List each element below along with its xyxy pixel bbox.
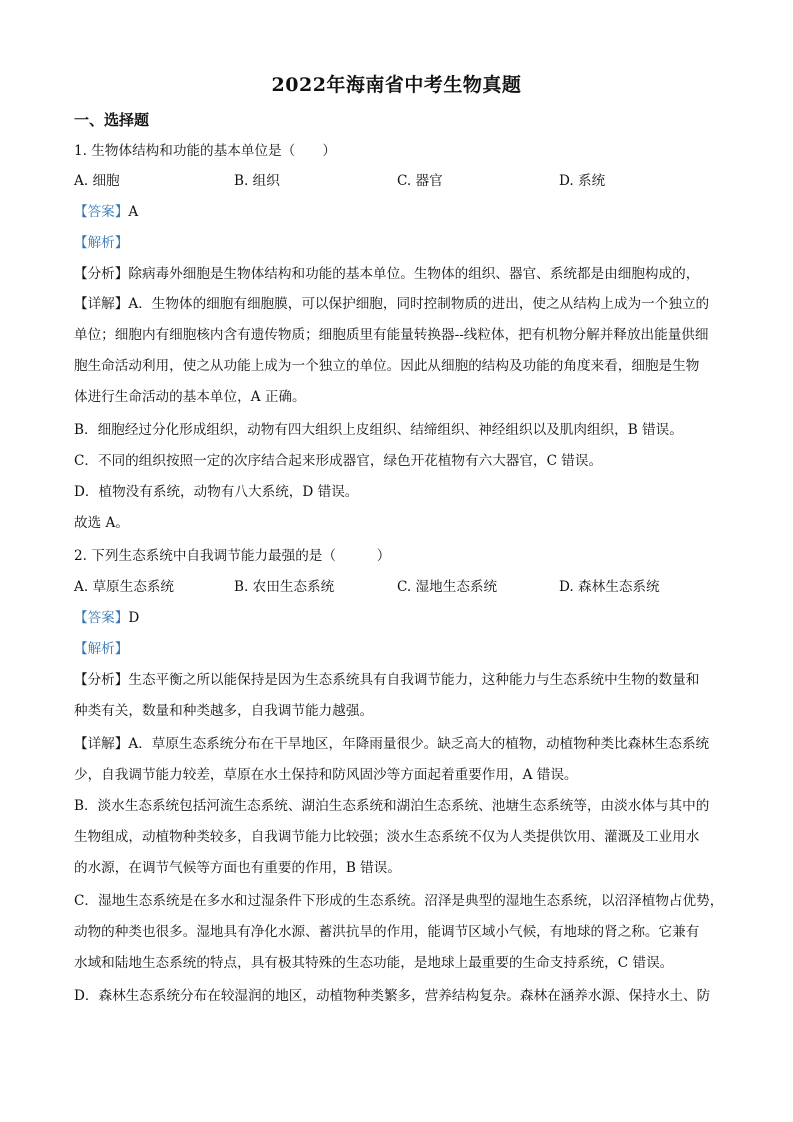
fenxi-tag: 【分析】 [74,266,129,282]
q1-xiangjie-line: C．不同的组织按照一定的次序结合起来形成器官，绿色开花植物有六大器官，C 错误。 [74,453,603,469]
answer-value: A [128,204,139,220]
page-title: 2022年海南省中考生物真题 [271,74,522,96]
q1-xiangjie-line [74,294,729,314]
q2-xiangjie-line: 少，自我调节能力较差，草原在水土保持和防风固沙等方面起着重要作用，A 错误。 [74,767,578,783]
q2-option-d: D. 森林生态系统 [559,579,660,595]
q1-xiangjie-line: 单位；细胞内有细胞核内含有遗传物质；细胞质里有能量转换器--线粒体，把有机物分解并释放出能量供细 [74,327,709,343]
analysis-tag: 【解析】 [74,235,129,251]
q1-analysis-heading [74,233,729,253]
q2-xiangjie-line: C．湿地生态系统是在多水和过湿条件下形成的生态系统。沼泽是典型的湿地生态系统，以沼泽植物占优势， [74,893,724,909]
analysis-tag: 【解析】 [74,641,129,657]
question-2-stem: 2. 下列生态系统中自我调节能力最强的是（ ） [74,548,391,564]
fenxi-text: 生态平衡之所以能保持是因为生态系统具有自我调节能力，这种能力与生态系统中生物的数量和 [128,672,700,688]
q2-xiangjie-line: 水域和陆地生态系统的特点，具有极其特殊的生态功能，是地球上最重要的生命支持系统，C 错误。 [74,955,674,971]
answer-tag: 【答案】 [74,204,129,220]
q2-option-c: C. 湿地生态系统 [397,579,498,595]
q2-option-a: A. 草原生态系统 [74,579,175,595]
q1-xiangjie-line: 体进行生命活动的基本单位，A 正确。 [74,389,306,405]
q2-analysis-heading [74,639,729,659]
answer-tag: 【答案】 [74,610,129,626]
q2-fenxi-line [74,670,729,690]
xiangjie-tag: 【详解】 [74,736,129,752]
q2-xiangjie-line: 动物的种类也很多。湿地具有净化水源、蓄洪抗旱的作用，能调节区域小气候，有地球的肾之称。它兼有 [74,924,700,940]
xiangjie-text: A．生物体的细胞有细胞膜，可以保护细胞，同时控制物质的进出，使之从结构上成为一个独立的 [128,296,710,312]
q1-conclusion: 故选 A。 [74,515,129,531]
fenxi-tag: 【分析】 [74,672,129,688]
q1-xiangjie-line: B．细胞经过分化形成组织，动物有四大组织上皮组织、结缔组织、神经组织以及肌肉组织，B 错误。 [74,422,683,438]
question-1-stem: 1. 生物体结构和功能的基本单位是（ ） [74,143,336,159]
q1-option-c: C. 器官 [397,173,443,189]
q2-xiangjie-line: 的水源，在调节气候等方面也有重要的作用，B 错误。 [74,860,401,876]
q1-answer [74,202,729,222]
fenxi-text: 除病毒外细胞是生物体结构和功能的基本单位。生物体的组织、器官、系统都是由细胞构成的， [128,266,700,282]
q1-option-d: D. 系统 [559,173,606,189]
q1-option-b: B. 组织 [234,173,280,189]
q2-xiangjie-line [74,734,729,754]
q1-option-a: A. 细胞 [74,173,120,189]
q1-fenxi [74,264,729,284]
section-heading: 一、选择题 [74,111,150,129]
q1-xiangjie-line: 胞生命活动利用，使之从功能上成为一个独立的单位。因此从细胞的结构及功能的角度来看，细胞是生物 [74,358,700,374]
q1-xiangjie-line: D．植物没有系统，动物有八大系统，D 错误。 [74,484,359,500]
xiangjie-text: A．草原生态系统分布在干旱地区，年降雨量很少。缺乏高大的植物，动植物种类比森林生态系统 [128,736,710,752]
q2-answer [74,608,729,628]
answer-value: D [128,610,140,626]
xiangjie-tag: 【详解】 [74,296,129,312]
q2-fenxi-line: 种类有关，数量和种类越多，自我调节能力越强。 [74,703,374,719]
q2-xiangjie-line: D．森林生态系统分布在较湿润的地区，动植物种类繁多，营养结构复杂。森林在涵养水源、保持水土、防 [74,988,711,1004]
q2-option-b: B. 农田生态系统 [234,579,335,595]
q2-xiangjie-line: B．淡水生态系统包括河流生态系统、湖泊生态系统和湖泊生态系统、池塘生态系统等，由淡水体与其中的 [74,798,710,814]
q2-xiangjie-line: 生物组成，动植物种类较多，自我调节能力比较强；淡水生态系统不仅为人类提供饮用、灌溉及工业用水 [74,829,700,845]
